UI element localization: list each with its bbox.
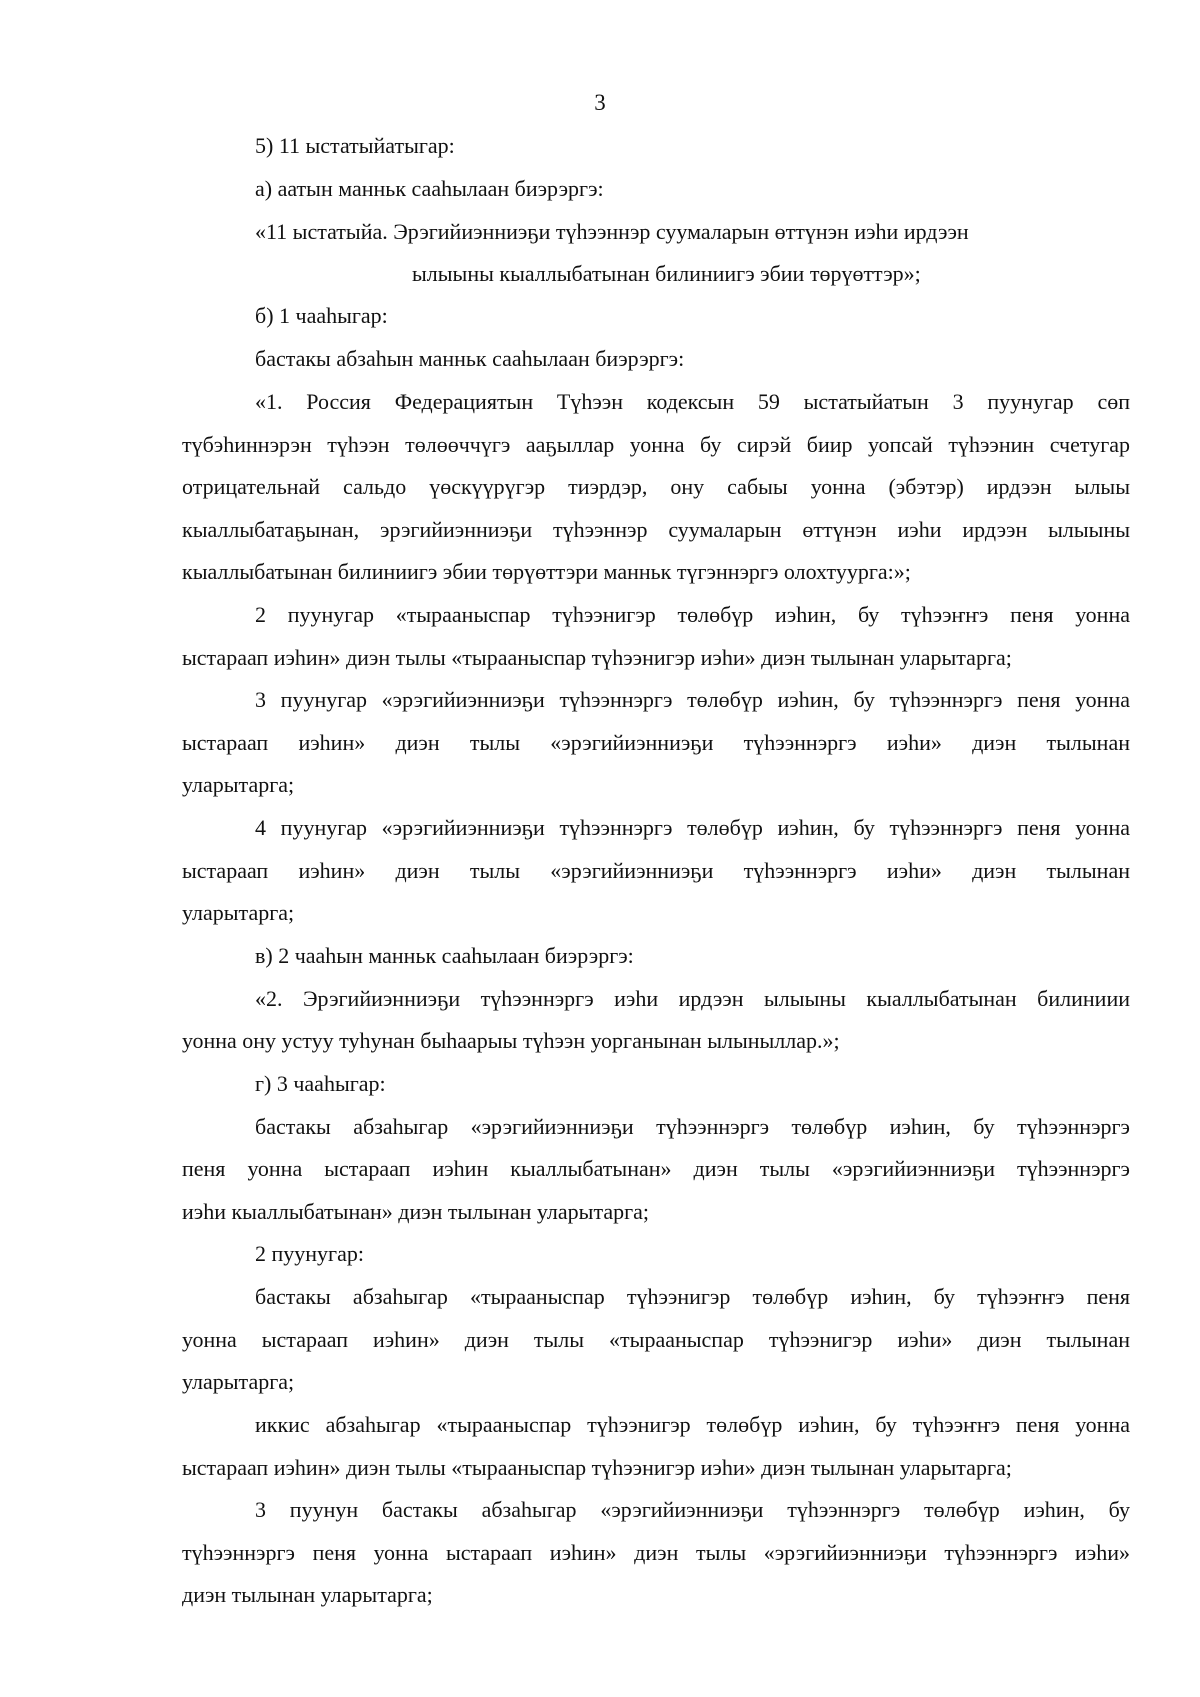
text-line: б) 1 чааһыгар: — [255, 303, 388, 328]
text-line: кыаллыбатаҕынан, эрэгийиэнниэҕи түһээннэр суумаларын өттүнэн иэһи ирдээн ылыыны — [182, 517, 1130, 542]
text-line: 5) 11 ыстатыйатыгар: — [255, 133, 455, 158]
text-line: уонна ону устуу туһунан быһаарыы түһээн уорганынан ылыныллар.»; — [182, 1028, 840, 1053]
text-line: уонна ыстараап иэһин» диэн тылы «тырааныспар түһээнигэр иэһи» диэн тылынан — [182, 1327, 1130, 1352]
text-line: уларытарга; — [182, 900, 295, 925]
text-line: бастакы абзаһын манньк сааһылаан биэрэргэ: — [255, 346, 685, 371]
text-line: 2 пуунугар «тырааныспар түһээнигэр төлөбүр иэһин, бу түһээҥҥэ пеня уонна — [255, 602, 1130, 627]
text-line: иэһи кыаллыбатынан» диэн тылынан уларытарга; — [182, 1199, 650, 1224]
text-line: 2 пуунугар: — [255, 1241, 364, 1266]
text-line: пеня уонна ыстараап иэһин кыаллыбатынан» диэн тылы «эрэгийиэнниэҕи түһээннэргэ — [182, 1156, 1130, 1181]
text-line: иккис абзаһыгар «тырааныспар түһээнигэр төлөбүр иэһин, бу түһээҥҥэ пеня уонна — [255, 1412, 1130, 1437]
page-number: 3 — [594, 90, 606, 115]
text-line: 3 пуунун бастакы абзаһыгар «эрэгийиэнниэҕи түһээннэргэ төлөбүр иэһин, бу — [255, 1497, 1130, 1522]
text-line: уларытарга; — [182, 1369, 295, 1394]
text-line: 4 пуунугар «эрэгийиэнниэҕи түһээннэргэ төлөбүр иэһин, бу түһээннэргэ пеня уонна — [255, 815, 1130, 840]
text-line: кыаллыбатынан билиниигэ эбии төрүөттэри манньк түгэннэргэ олохтуурга:»; — [182, 559, 911, 584]
text-line: г) 3 чааһыгар: — [255, 1071, 386, 1096]
text-line: ыстараап иэһин» диэн тылы «тырааныспар түһээнигэр иэһи» диэн тылынан уларытарга; — [182, 1455, 1012, 1480]
text-line: түбэһиннэрэн түһээн төлөөччүгэ ааҕыллар уонна бу сирэй биир уопсай түһээнин счетугар — [182, 432, 1130, 457]
text-line: а) аатын манньк сааһылаан биэрэргэ: — [255, 176, 604, 201]
text-line: уларытарга; — [182, 772, 295, 797]
text-line: отрицательнай сальдо үөскүүрүгэр тиэрдэр, ону сабыы уонна (эбэтэр) ирдээн ылыы — [182, 474, 1130, 499]
text-line: түһээннэргэ пеня уонна ыстараап иэһин» диэн тылы «эрэгийиэнниэҕи түһээннэргэ иэһи» — [182, 1540, 1130, 1565]
text-line: ыстараап иэһин» диэн тылы «эрэгийиэнниэҕи түһээннэргэ иэһи» диэн тылынан — [182, 858, 1130, 883]
text-line: бастакы абзаһыгар «тырааныспар түһээнигэр төлөбүр иэһин, бу түһээҥҥэ пеня — [255, 1284, 1130, 1309]
text-line: «11 ыстатыйа. Эрэгийиэнниэҕи түһээннэр суумаларын өттүнэн иэһи ирдээн — [255, 219, 969, 244]
text-line: «2. Эрэгийиэнниэҕи түһээннэргэ иэһи ирдээн ылыыны кыаллыбатынан билиниии — [255, 986, 1130, 1011]
text-line: ыстараап иэһин» диэн тылы «эрэгийиэнниэҕи түһээннэргэ иэһи» диэн тылынан — [182, 730, 1130, 755]
text-line: бастакы абзаһыгар «эрэгийиэнниэҕи түһээннэргэ төлөбүр иэһин, бу түһээннэргэ — [255, 1114, 1130, 1139]
text-line: в) 2 чааһын манньк сааһылаан биэрэргэ: — [255, 943, 634, 968]
text-line: ылыыны кыаллыбатынан билиниигэ эбии төрүөттэр»; — [412, 261, 921, 286]
text-line: «1. Россия Федерациятын Түһээн кодексын 59 ыстатыйатын 3 пуунугар сөп — [255, 389, 1130, 414]
text-line: диэн тылынан уларытарга; — [182, 1582, 433, 1607]
text-line: 3 пуунугар «эрэгийиэнниэҕи түһээннэргэ төлөбүр иэһин, бу түһээннэргэ пеня уонна — [255, 687, 1130, 712]
text-line: ыстараап иэһин» диэн тылы «тырааныспар түһээнигэр иэһи» диэн тылынан уларытарга; — [182, 645, 1012, 670]
